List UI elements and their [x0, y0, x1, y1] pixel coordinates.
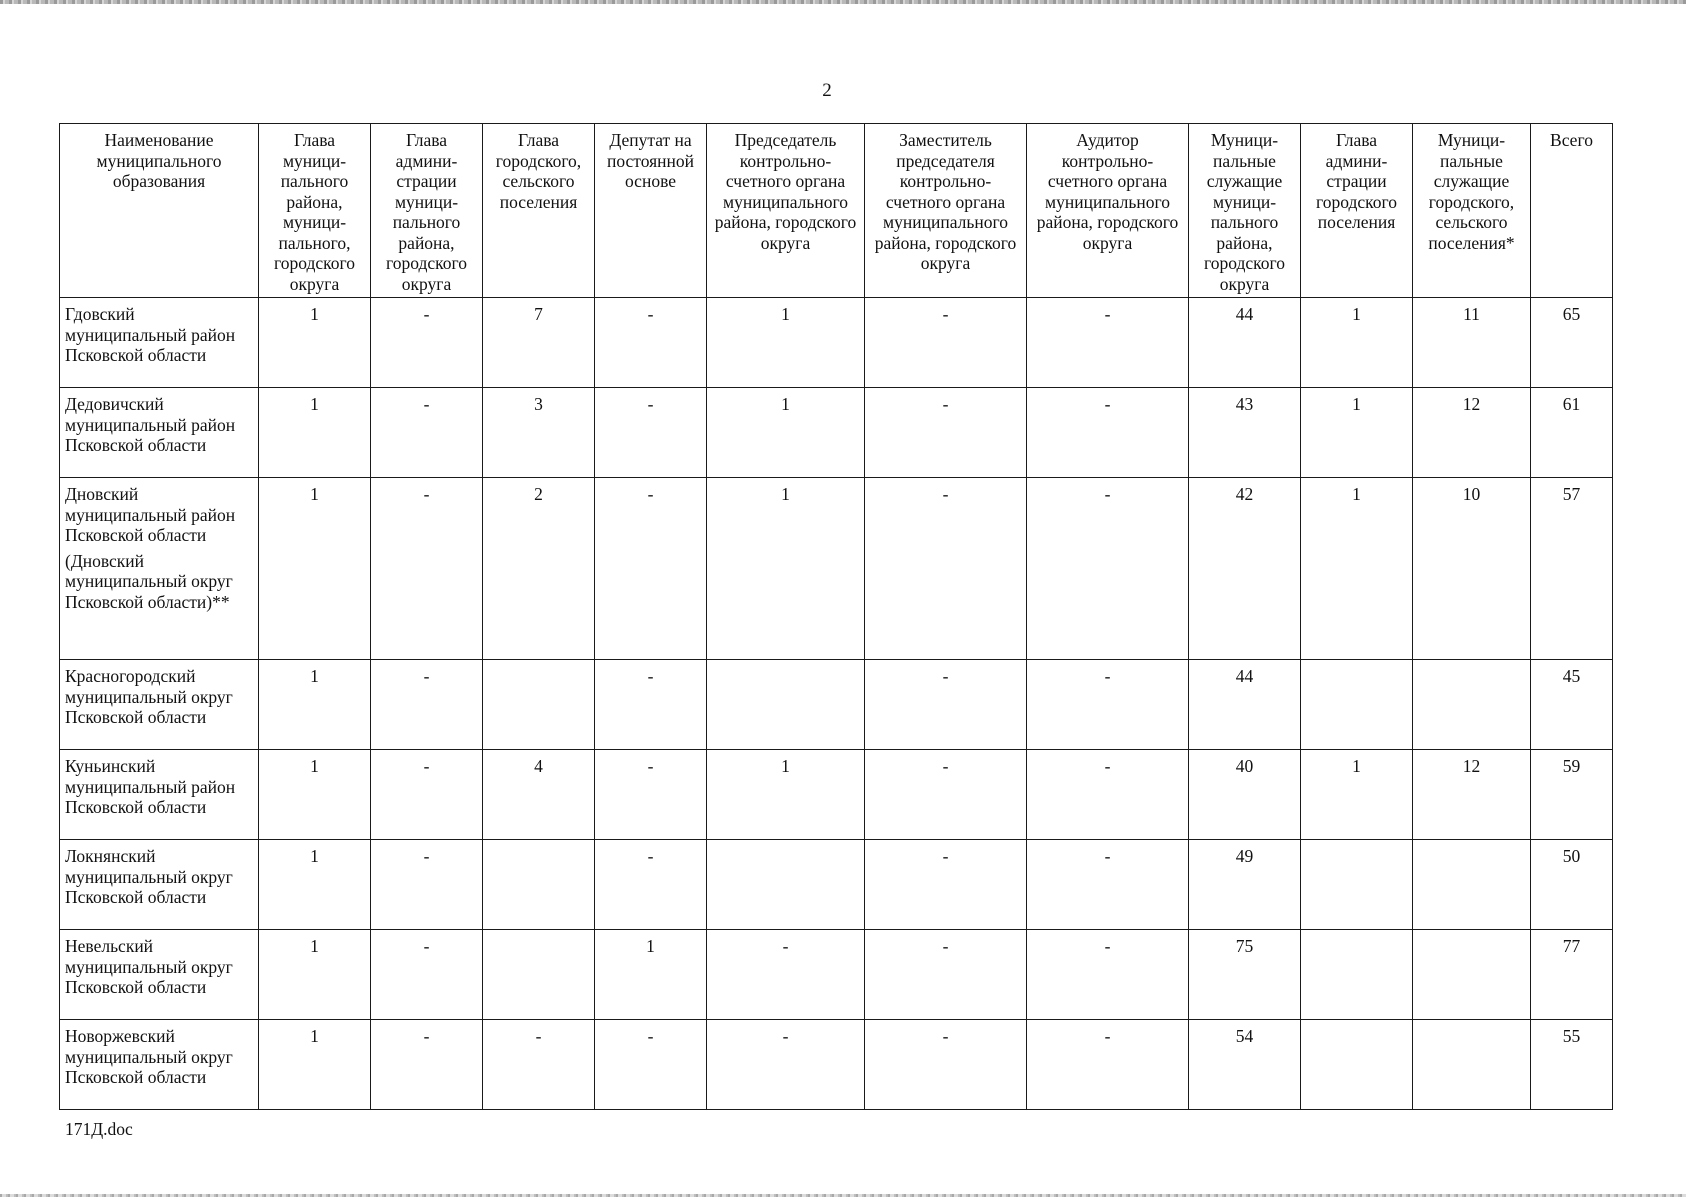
data-table: [59, 123, 1613, 1110]
cell-auditor: -: [1027, 750, 1189, 840]
municipality-name: Красногородский муниципальный округ Псковской области: [65, 666, 233, 727]
cell-district-employees: 42: [1189, 478, 1301, 660]
cell-deputy: -: [595, 388, 707, 478]
cell-deputy: -: [595, 478, 707, 660]
cell-audit-deputy-chairman: -: [865, 1020, 1027, 1110]
cell-head-administration: -: [371, 750, 483, 840]
cell-auditor: -: [1027, 1020, 1189, 1110]
table-row: [60, 750, 1613, 840]
cell-auditor: -: [1027, 478, 1189, 660]
municipality-name: Дедовичский муниципальный район Псковской области: [65, 394, 236, 455]
table-row: [60, 1020, 1613, 1110]
cell-auditor: -: [1027, 388, 1189, 478]
cell-municipality-name: [60, 930, 259, 1020]
header-deputy: Депутат на постоянной основе: [595, 124, 707, 298]
cell-audit-chairman: 1: [707, 478, 865, 660]
cell-audit-deputy-chairman: -: [865, 840, 1027, 930]
municipality-name: Невельский муниципальный округ Псковской области: [65, 936, 233, 997]
cell-municipality-name: [60, 298, 259, 388]
scan-edge-bottom: [0, 1194, 1686, 1197]
cell-audit-chairman: -: [707, 930, 865, 1020]
page-number: 2: [822, 80, 832, 101]
cell-head-administration: -: [371, 930, 483, 1020]
cell-head-settlement: [483, 930, 595, 1020]
cell-settlement-employees: 12: [1413, 388, 1531, 478]
municipality-name: Куньинский муниципальный район Псковской области: [65, 756, 236, 817]
cell-head-administration: -: [371, 388, 483, 478]
cell-audit-deputy-chairman: -: [865, 930, 1027, 1020]
footer-filename: 171Д.doc: [65, 1119, 133, 1139]
cell-audit-deputy-chairman: -: [865, 388, 1027, 478]
scan-edge-top: [0, 0, 1686, 4]
header-district-employees: Муници-пальные служащие муници-пального района, городского округа: [1189, 124, 1301, 298]
cell-head-settlement: 3: [483, 388, 595, 478]
cell-district-employees: 44: [1189, 660, 1301, 750]
cell-head-city-administration: [1301, 930, 1413, 1020]
cell-settlement-employees: [1413, 660, 1531, 750]
cell-auditor: -: [1027, 660, 1189, 750]
header-auditor: Аудитор контрольно-счетного органа муниципального района, городского округа: [1027, 124, 1189, 298]
cell-deputy: -: [595, 750, 707, 840]
cell-audit-chairman: 1: [707, 388, 865, 478]
cell-district-employees: 40: [1189, 750, 1301, 840]
cell-municipality-name: [60, 478, 259, 660]
cell-head-settlement: 4: [483, 750, 595, 840]
table-row: [60, 660, 1613, 750]
cell-total: 57: [1531, 478, 1613, 660]
cell-head-district: 1: [259, 930, 371, 1020]
cell-settlement-employees: [1413, 1020, 1531, 1110]
header-head-administration: Глава админи-страции муници-пального района, городского округа: [371, 124, 483, 298]
cell-head-city-administration: 1: [1301, 478, 1413, 660]
cell-total: 50: [1531, 840, 1613, 930]
cell-municipality-name: [60, 388, 259, 478]
municipality-name: Новоржевский муниципальный округ Псковской области: [65, 1026, 233, 1087]
cell-head-settlement: 7: [483, 298, 595, 388]
cell-head-administration: -: [371, 1020, 483, 1110]
cell-settlement-employees: [1413, 930, 1531, 1020]
cell-audit-chairman: -: [707, 1020, 865, 1110]
cell-municipality-name: [60, 1020, 259, 1110]
cell-audit-deputy-chairman: -: [865, 478, 1027, 660]
cell-total: 65: [1531, 298, 1613, 388]
cell-head-district: 1: [259, 1020, 371, 1110]
cell-auditor: -: [1027, 298, 1189, 388]
cell-head-administration: -: [371, 660, 483, 750]
cell-head-administration: -: [371, 478, 483, 660]
cell-settlement-employees: 12: [1413, 750, 1531, 840]
cell-district-employees: 54: [1189, 1020, 1301, 1110]
cell-head-administration: -: [371, 298, 483, 388]
cell-head-settlement: [483, 660, 595, 750]
table-header-row: [60, 124, 1613, 298]
cell-total: 55: [1531, 1020, 1613, 1110]
cell-total: 59: [1531, 750, 1613, 840]
cell-deputy: 1: [595, 930, 707, 1020]
cell-head-city-administration: 1: [1301, 388, 1413, 478]
header-head-settlement: Глава городского, сельского поселения: [483, 124, 595, 298]
cell-municipality-name: [60, 660, 259, 750]
table-row: [60, 298, 1613, 388]
cell-total: 77: [1531, 930, 1613, 1020]
cell-head-city-administration: [1301, 1020, 1413, 1110]
cell-head-settlement: [483, 840, 595, 930]
cell-total: 45: [1531, 660, 1613, 750]
cell-settlement-employees: 11: [1413, 298, 1531, 388]
cell-audit-chairman: 1: [707, 750, 865, 840]
table-row: [60, 930, 1613, 1020]
cell-head-city-administration: 1: [1301, 750, 1413, 840]
cell-settlement-employees: [1413, 840, 1531, 930]
cell-district-employees: 49: [1189, 840, 1301, 930]
cell-settlement-employees: 10: [1413, 478, 1531, 660]
cell-audit-chairman: [707, 840, 865, 930]
cell-head-city-administration: 1: [1301, 298, 1413, 388]
cell-auditor: -: [1027, 840, 1189, 930]
cell-head-settlement: -: [483, 1020, 595, 1110]
municipality-name: Гдовский муниципальный район Псковской области: [65, 304, 236, 365]
cell-deputy: -: [595, 298, 707, 388]
municipality-name-note: (Дновский муниципальный округ Псковской области)**: [65, 550, 233, 612]
cell-auditor: -: [1027, 930, 1189, 1020]
header-audit-deputy-chairman: Заместитель председателя контрольно-счетного органа муниципального района, городского округа: [865, 124, 1027, 298]
cell-head-district: 1: [259, 388, 371, 478]
cell-head-district: 1: [259, 298, 371, 388]
cell-municipality-name: [60, 750, 259, 840]
cell-audit-chairman: 1: [707, 298, 865, 388]
cell-total: 61: [1531, 388, 1613, 478]
cell-audit-deputy-chairman: -: [865, 750, 1027, 840]
cell-district-employees: 43: [1189, 388, 1301, 478]
cell-head-settlement: 2: [483, 478, 595, 660]
cell-head-city-administration: [1301, 840, 1413, 930]
header-head-city-administration: Глава админи-страции городского поселения: [1301, 124, 1413, 298]
cell-district-employees: 75: [1189, 930, 1301, 1020]
cell-deputy: -: [595, 1020, 707, 1110]
cell-audit-deputy-chairman: -: [865, 660, 1027, 750]
header-name: Наименование муниципального образования: [60, 124, 259, 298]
cell-municipality-name: [60, 840, 259, 930]
cell-district-employees: 44: [1189, 298, 1301, 388]
cell-head-administration: -: [371, 840, 483, 930]
cell-head-district: 1: [259, 660, 371, 750]
municipality-name: Дновский муниципальный район Псковской области: [65, 484, 236, 545]
table-row: [60, 478, 1613, 660]
cell-head-city-administration: [1301, 660, 1413, 750]
table-row: [60, 388, 1613, 478]
cell-head-district: 1: [259, 478, 371, 660]
table-row: [60, 840, 1613, 930]
municipality-name: Локнянский муниципальный округ Псковской области: [65, 846, 233, 907]
cell-head-district: 1: [259, 840, 371, 930]
cell-deputy: -: [595, 660, 707, 750]
header-total: Всего: [1531, 124, 1613, 298]
cell-audit-deputy-chairman: -: [865, 298, 1027, 388]
cell-head-district: 1: [259, 750, 371, 840]
header-head-district: Глава муници-пального района, муници-пального, городского округа: [259, 124, 371, 298]
cell-audit-chairman: [707, 660, 865, 750]
cell-deputy: -: [595, 840, 707, 930]
header-audit-chairman: Председатель контрольно-счетного органа муниципального района, городского округа: [707, 124, 865, 298]
header-settlement-employees: Муници-пальные служащие городского, сельского поселения*: [1413, 124, 1531, 298]
